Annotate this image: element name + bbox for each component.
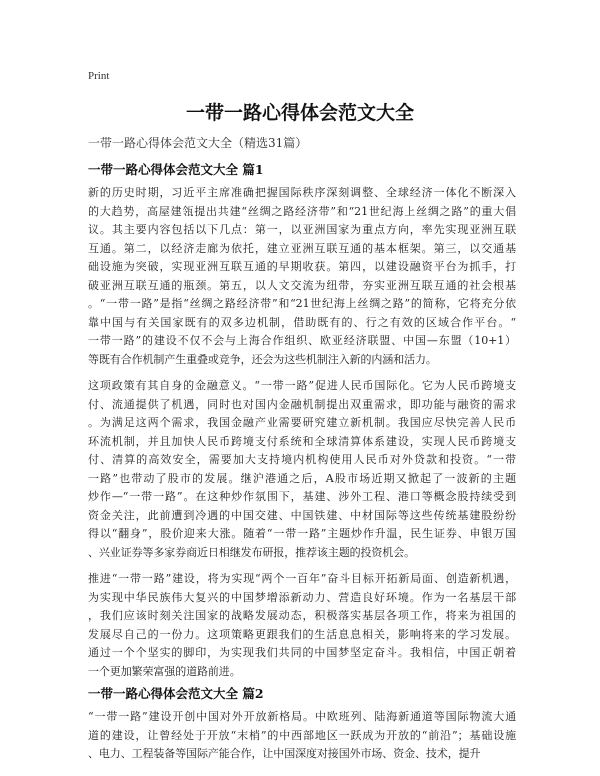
text-line: 炒作—“一带一路”。在这种炒作氛围下，基建、涉外工程、港口等概念股持续受到 <box>88 490 516 503</box>
text-line: 这项政策有其自身的金融意义。“一带一路”促进人民币国际化。它为人民币跨境支 <box>88 379 516 392</box>
section-2-paragraph-1 <box>88 708 516 764</box>
text-line: 道的建设，让曾经处于开放“末梢”的中西部地区一跃成为开放的“前沿”；基础设施 <box>88 728 516 742</box>
section-2-heading: 一带一路心得体会范文大全 篇2 <box>88 686 264 701</box>
text-line: 的大趋势，高屋建瓴提出共建“丝绸之路经济带”和“21世纪海上丝绸之路”的重大倡 <box>88 204 516 218</box>
section-1-heading: 一带一路心得体会范文大全 篇1 <box>88 162 264 177</box>
text-line: 环流机制，并且加快人民币跨境支付系统和全球清算体系建设，实现人民币跨境支 <box>88 434 516 448</box>
text-line: 一个更加繁荣富强的道路前进。 <box>88 664 241 678</box>
text-line: “一带一路”建设开创中国对外开放新格局。中欧班列、陆海新通道等国际物流大通 <box>88 710 516 723</box>
text-line: 推进“一带一路”建设，将为实现“两个一百年”奋斗目标开拓新局面、创造新机遇， <box>88 572 516 585</box>
text-line: 破亚洲互联互通的瓶颈。第五，以人文交流为纽带，夯实亚洲互联互通的社会根基 <box>88 278 516 292</box>
text-line: 通过一个个坚实的脚印，为实现我们共同的中国梦坚定奋斗。我相信，中国正朝着 <box>88 646 516 659</box>
text-line: 。“一带一路”是指“丝绸之路经济带”和“21世纪海上丝绸之路”的简称，它将充分依 <box>88 297 516 310</box>
document-subtitle: 一带一路心得体会范文大全（精选31篇） <box>88 136 308 150</box>
text-line: 一带一路”的建设不仅不会与上海合作组织、欧亚经济联盟、中国—东盟（10+1） <box>88 334 516 347</box>
text-line: 等既有合作机制产生重叠或竞争，还会为这些机制注入新的内涵和活力。 <box>88 352 437 366</box>
print-label: Print <box>88 70 110 82</box>
text-line: 互通。第二，以经济走廊为依托，建立亚洲互联互通的基本框架。第三，以交通基 <box>88 241 516 255</box>
section-1-paragraph-2 <box>88 377 516 562</box>
section-1-paragraph-1 <box>88 184 516 369</box>
text-line: 、兴业证券等多家券商近日相继发布研报，推荐该主题的投资机会。 <box>88 545 415 559</box>
section-1-paragraph-3 <box>88 570 516 681</box>
document-title: 一带一路心得体会范文大全 <box>185 102 414 124</box>
text-line: 发展尽自己的一份力。这项策略更跟我们的生活息息相关，影响将来的学习发展。 <box>88 627 516 641</box>
text-line: 资金关注，此前遭到冷遇的中国交建、中国铁建、中材国际等这些传统基建股纷纷 <box>88 508 516 522</box>
text-line: 议。其主要内容包括以下几点：第一，以亚洲国家为重点方向，率先实现亚洲互联 <box>88 223 516 236</box>
text-line: ，我们应该时刻关注国家的战略发展动态，积极落实基层各项工作，将来为祖国的 <box>88 609 516 622</box>
text-line: 、电力、工程装备等国际产能合作，让中国深度对接国外市场、资金、技术，提升 <box>88 747 481 760</box>
text-line: 付、清算的高效安全，需要加大支持境内机构使用人民币对外贷款和投资。“一带 <box>88 453 516 466</box>
text-line: 一路”也带动了股市的发展。继沪港通之后，A股市场近期又掀起了一波新的主题 <box>88 471 516 485</box>
text-line: 为实现中华民族伟大复兴的中国梦增添新动力、营造良好环境。作为一名基层干部 <box>88 590 516 604</box>
text-line: 付、流通提供了机遇，同时也对国内金融机制提出双重需求，即功能与融资的需求 <box>88 397 516 411</box>
text-line: 得以“翻身”，股价迎来大涨。随着“一带一路”主题炒作升温，民生证券、申银万国 <box>88 527 516 540</box>
text-line: 。为满足这两个需求，我国金融产业需要研究建立新机制。我国应尽快完善人民币 <box>88 416 516 429</box>
text-line: 新的历史时期，习近平主席准确把握国际秩序深刻调整、全球经济一体化不断深入 <box>88 186 516 199</box>
text-line: 础设施为突破，实现亚洲互联互通的早期收获。第四，以建设融资平台为抓手，打 <box>88 260 516 273</box>
text-line: 靠中国与有关国家既有的双多边机制，借助既有的、行之有效的区域合作平台。“ <box>88 315 516 329</box>
